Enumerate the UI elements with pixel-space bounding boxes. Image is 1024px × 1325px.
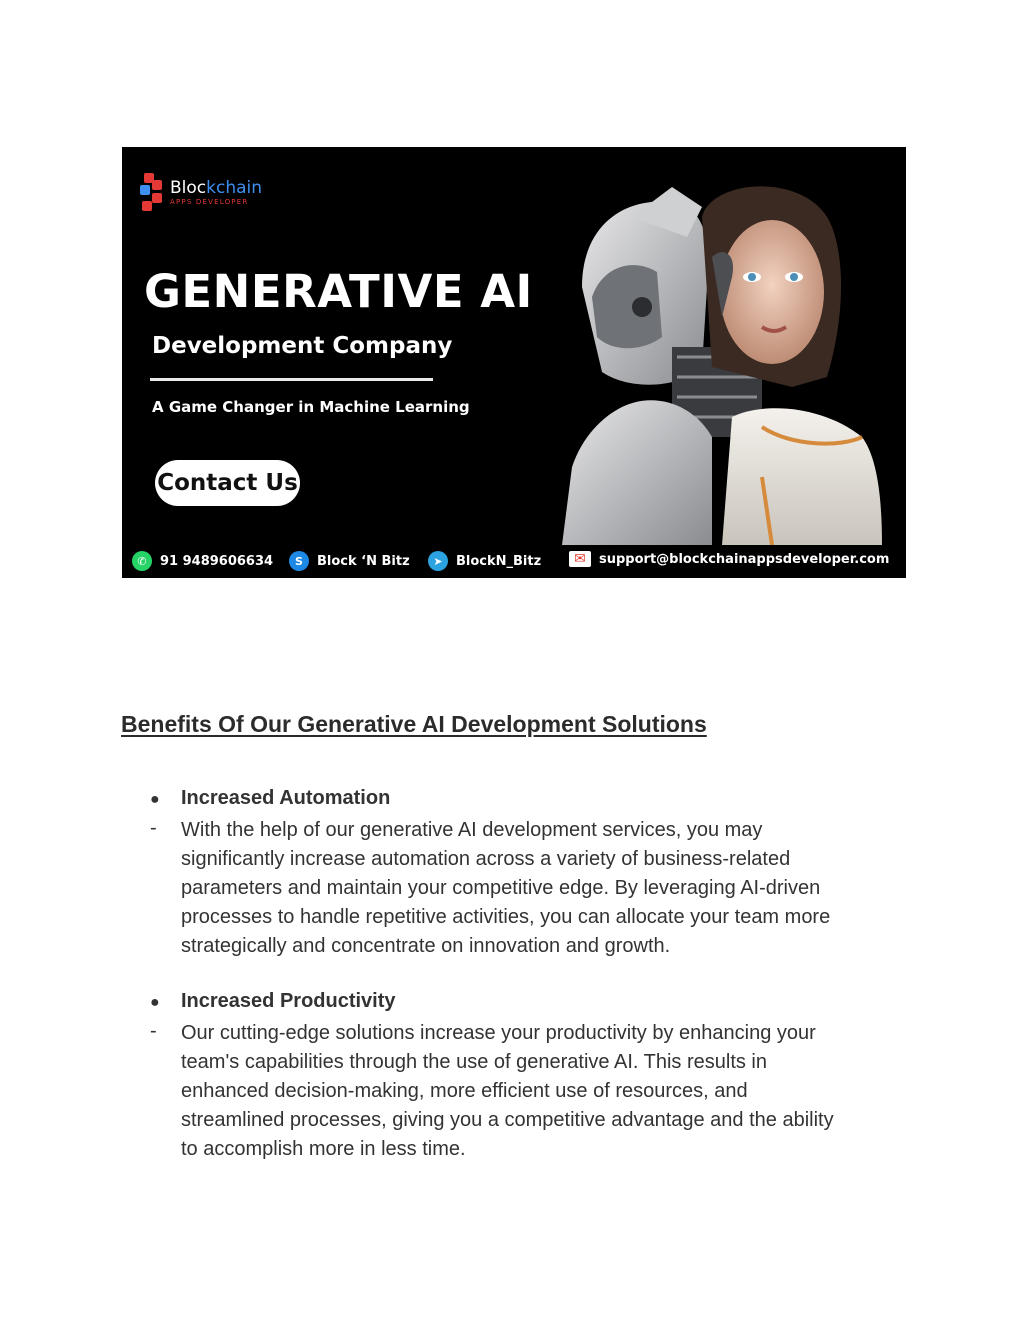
contact-bar <box>122 545 906 578</box>
logo-tagline: APPS DEVELOPER <box>170 198 249 206</box>
whatsapp-contact[interactable] <box>132 551 273 571</box>
benefit-description: With the help of our generative AI development services, you may significantly increase automation across a variety of business-related parameters and maintain your competitive edge. By leveraging AI-driven processes to handle repetitive activities, you can allocate your team more strategically and concentrate on innovation and growth. <box>181 819 831 957</box>
bullet-icon: ● <box>150 994 160 1011</box>
promo-banner <box>122 147 906 578</box>
page-heading: Benefits Of Our Generative AI Development Solutions <box>121 711 707 737</box>
company-logo <box>138 171 262 215</box>
email-address: support@blockchainappsdeveloper.com <box>599 551 890 567</box>
benefit-description: Our cutting-edge solutions increase your productivity by enhancing your team's capabilities through the use of generative AI. This results in enhanced decision-making, more efficient use of resources, and streamlined processes, giving you a competitive advantage and the ability to accomplish more in less time. <box>181 1022 834 1160</box>
skype-contact[interactable] <box>289 551 410 571</box>
cubes-logo-icon <box>138 171 166 215</box>
telegram-contact[interactable] <box>428 551 541 571</box>
mail-icon: ✉ <box>569 551 591 567</box>
benefit-title: Increased Productivity <box>181 990 396 1012</box>
telegram-handle: BlockN_Bitz <box>456 553 542 569</box>
skype-handle: Block ‘N Bitz <box>317 553 410 569</box>
skype-icon: S <box>289 551 309 571</box>
whatsapp-number: 91 9489606634 <box>160 553 274 569</box>
whatsapp-icon: ✆ <box>132 551 152 571</box>
contact-us-button[interactable]: Contact Us <box>155 460 300 506</box>
bullet-icon: ● <box>150 791 160 808</box>
banner-tagline: A Game Changer in Machine Learning <box>152 398 470 416</box>
banner-divider <box>150 378 433 381</box>
telegram-icon: ➤ <box>428 551 448 571</box>
email-contact[interactable] <box>569 551 889 567</box>
dash-marker: - <box>150 817 157 839</box>
benefit-title: Increased Automation <box>181 787 391 809</box>
logo-brand: Blockchain <box>170 178 263 198</box>
dash-marker: - <box>150 1020 157 1042</box>
banner-subtitle: Development Company <box>152 333 453 359</box>
banner-title: GENERATIVE AI <box>144 265 533 318</box>
ai-robot-woman-illustration <box>562 177 882 545</box>
